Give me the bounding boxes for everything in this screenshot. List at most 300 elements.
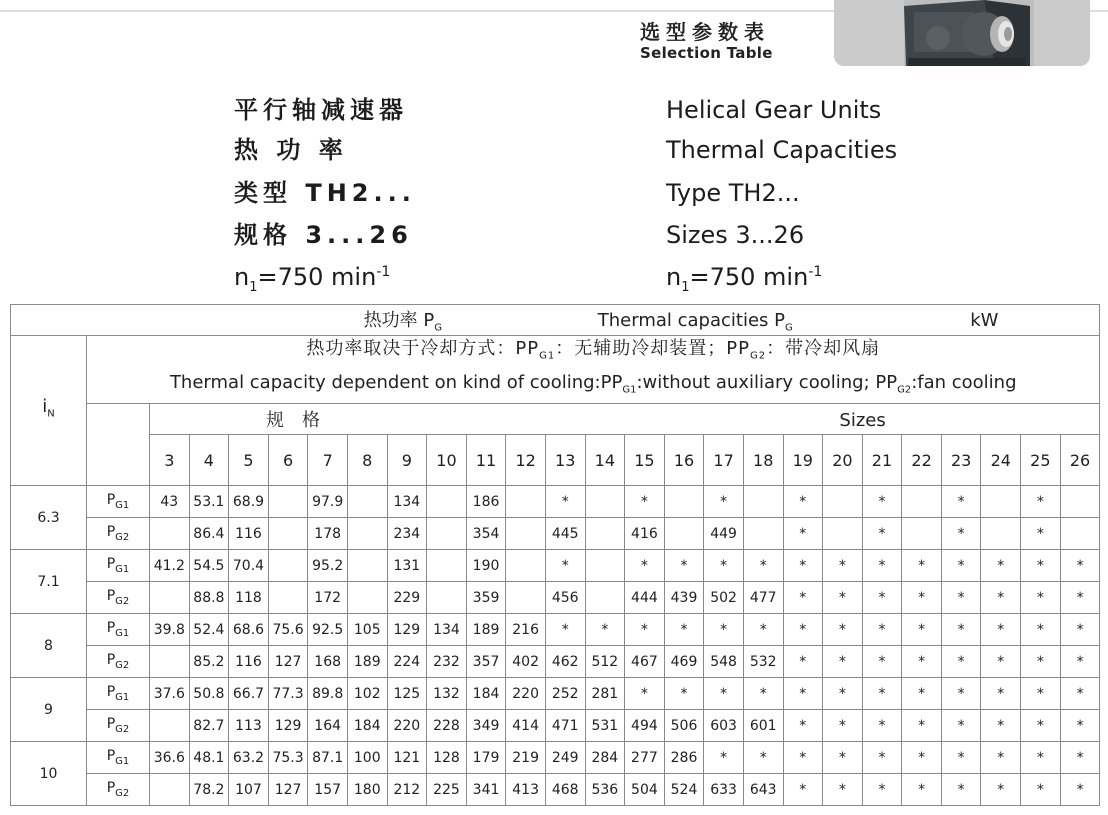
table-cell: 462 [545, 646, 585, 678]
table-cell [427, 518, 467, 550]
table-cell: 89.8 [308, 678, 348, 710]
table-cell: * [941, 518, 981, 550]
table-cell: * [823, 742, 863, 774]
table-cell: * [704, 742, 744, 774]
table-cell: 341 [466, 774, 506, 806]
size-header-7: 7 [308, 435, 348, 486]
table-cell: * [704, 678, 744, 710]
table-cell [427, 550, 467, 582]
table-cell: * [981, 582, 1021, 614]
table-cell: * [902, 582, 942, 614]
table-cell: 78.2 [189, 774, 229, 806]
table-cell: * [625, 678, 665, 710]
table-cell: 601 [743, 710, 783, 742]
ratio-cell: 6.3 [11, 486, 87, 550]
table-cell: 95.2 [308, 550, 348, 582]
table-cell [823, 486, 863, 518]
table-cell: 43 [150, 486, 190, 518]
table-cell: * [783, 774, 823, 806]
table-cell: 212 [387, 774, 427, 806]
size-header-14: 14 [585, 435, 625, 486]
table-cell: * [902, 710, 942, 742]
size-header-8: 8 [347, 435, 387, 486]
table-cell: 127 [268, 774, 308, 806]
table-cell: * [1021, 742, 1061, 774]
table-cell: 75.3 [268, 742, 308, 774]
speed-cn [234, 258, 390, 302]
table-cell: 39.8 [150, 614, 190, 646]
table-cell [506, 486, 546, 518]
table-cell: 277 [625, 742, 665, 774]
table-cell: * [902, 550, 942, 582]
table-cell [506, 518, 546, 550]
ratio-header: $i_N$ [11, 336, 87, 486]
size-header-23: 23 [941, 435, 981, 486]
table-title-row [11, 305, 1100, 336]
table-cell: 439 [664, 582, 704, 614]
table-row [11, 518, 1100, 550]
table-cell: * [823, 614, 863, 646]
table-cell: 220 [506, 678, 546, 710]
pg2-label: $P_{G2}$ [87, 582, 150, 614]
table-cell: 180 [347, 774, 387, 806]
table-cell: 504 [625, 774, 665, 806]
table-cell: * [783, 486, 823, 518]
pg1-label: $P_{G1}$ [87, 614, 150, 646]
table-cell: * [941, 486, 981, 518]
table-cell [347, 486, 387, 518]
table-cell [268, 582, 308, 614]
table-cell: 524 [664, 774, 704, 806]
table-cell [506, 582, 546, 614]
cooling-note-cn: 热功率取决于冷却方式：$PP_{G1}$：无辅助冷却装置；$PP_{G2}$：带冷却风扇 [306, 338, 881, 362]
size-header-24: 24 [981, 435, 1021, 486]
table-cell: * [625, 614, 665, 646]
table-cell: 468 [545, 774, 585, 806]
table-cell: 131 [387, 550, 427, 582]
table-cell: 252 [545, 678, 585, 710]
table-cell [150, 710, 190, 742]
pg2-label: $P_{G2}$ [87, 646, 150, 678]
size-header-12: 12 [506, 435, 546, 486]
table-cell: 532 [743, 646, 783, 678]
table-cell: * [783, 614, 823, 646]
table-cell: 219 [506, 742, 546, 774]
table-cell [743, 518, 783, 550]
table-title-cn: 热功率 $P_G$ [363, 310, 442, 334]
table-cell: 129 [387, 614, 427, 646]
selection-title-cn: 选型参数表 [640, 20, 770, 44]
size-header-21: 21 [862, 435, 902, 486]
table-cell: 414 [506, 710, 546, 742]
table-row [11, 582, 1100, 614]
table-cell: 506 [664, 710, 704, 742]
table-cell: * [902, 774, 942, 806]
table-cell: * [783, 646, 823, 678]
table-cell: 87.1 [308, 742, 348, 774]
table-cell: 88.8 [189, 582, 229, 614]
subtitle-en: Thermal Capacities [666, 136, 898, 164]
table-cell: * [1021, 582, 1061, 614]
size-header-26: 26 [1060, 435, 1100, 486]
table-cell: 179 [466, 742, 506, 774]
size-header-6: 6 [268, 435, 308, 486]
table-cell: * [941, 646, 981, 678]
size-header-11: 11 [466, 435, 506, 486]
table-cell: * [941, 582, 981, 614]
table-cell [743, 486, 783, 518]
size-header-9: 9 [387, 435, 427, 486]
speed-cn-sup: -1 [376, 264, 391, 280]
table-cell: 471 [545, 710, 585, 742]
table-cell: * [545, 614, 585, 646]
table-cell [902, 518, 942, 550]
table-cell: * [704, 550, 744, 582]
pg1-label: $P_{G1}$ [87, 742, 150, 774]
table-cell: * [783, 678, 823, 710]
type-en: Type TH2... [666, 179, 800, 207]
table-cell: * [1060, 646, 1100, 678]
table-cell: 359 [466, 582, 506, 614]
table-cell: * [1021, 614, 1061, 646]
size-header-13: 13 [545, 435, 585, 486]
table-cell: 113 [229, 710, 269, 742]
speed-en [666, 258, 822, 302]
table-cell: * [862, 518, 902, 550]
table-cell [1060, 486, 1100, 518]
table-cell: 134 [427, 614, 467, 646]
size-header-22: 22 [902, 435, 942, 486]
table-cell: 286 [664, 742, 704, 774]
speed-en-sup: -1 [808, 264, 823, 280]
table-cell: 134 [387, 486, 427, 518]
table-cell: * [981, 550, 1021, 582]
table-cell: * [783, 582, 823, 614]
table-cell [150, 518, 190, 550]
pg2-label: $P_{G2}$ [87, 774, 150, 806]
table-cell: * [902, 646, 942, 678]
size-header-25: 25 [1021, 435, 1061, 486]
table-cell [585, 486, 625, 518]
table-cell: * [941, 550, 981, 582]
table-cell [902, 486, 942, 518]
sizes-label-en: Sizes [839, 410, 886, 432]
table-cell [427, 582, 467, 614]
table-cell: * [823, 582, 863, 614]
table-cell: 50.8 [189, 678, 229, 710]
table-cell: * [1060, 678, 1100, 710]
table-cell: * [1021, 518, 1061, 550]
table-cell: * [743, 550, 783, 582]
table-row [11, 774, 1100, 806]
table-cell: 220 [387, 710, 427, 742]
table-cell: 41.2 [150, 550, 190, 582]
table-cell: 157 [308, 774, 348, 806]
table-cell: * [981, 710, 1021, 742]
table-cell: 82.7 [189, 710, 229, 742]
pg-header-blank [87, 404, 150, 486]
cooling-note-row [11, 336, 1100, 404]
table-cell: * [743, 742, 783, 774]
table-cell [823, 518, 863, 550]
table-cell: 54.5 [189, 550, 229, 582]
table-row [11, 678, 1100, 710]
table-cell: 97.9 [308, 486, 348, 518]
table-cell: 643 [743, 774, 783, 806]
table-cell [1060, 518, 1100, 550]
table-row [11, 742, 1100, 774]
table-title-cell [11, 305, 1100, 336]
table-cell [347, 582, 387, 614]
table-cell: 132 [427, 678, 467, 710]
table-cell: * [545, 486, 585, 518]
table-cell: 184 [466, 678, 506, 710]
table-cell: 100 [347, 742, 387, 774]
table-cell: * [902, 678, 942, 710]
table-cell: 70.4 [229, 550, 269, 582]
table-cell: 68.9 [229, 486, 269, 518]
table-cell: * [704, 614, 744, 646]
size-header-15: 15 [625, 435, 665, 486]
table-cell: * [902, 614, 942, 646]
table-cell: * [783, 550, 823, 582]
speed-en-value: =750 min [689, 263, 809, 291]
table-cell: 121 [387, 742, 427, 774]
table-cell: * [981, 774, 1021, 806]
ratio-cell: 7.1 [11, 550, 87, 614]
table-cell: * [1060, 614, 1100, 646]
table-cell: * [1021, 774, 1061, 806]
table-cell: * [862, 614, 902, 646]
selection-title-en: Selection Table [640, 44, 773, 62]
table-row [11, 550, 1100, 582]
table-cell: 354 [466, 518, 506, 550]
table-cell: 548 [704, 646, 744, 678]
table-cell: 216 [506, 614, 546, 646]
table-cell [347, 550, 387, 582]
size-header-10: 10 [427, 435, 467, 486]
table-cell: 48.1 [189, 742, 229, 774]
table-cell: * [941, 742, 981, 774]
table-cell: 36.6 [150, 742, 190, 774]
table-cell: 494 [625, 710, 665, 742]
table-cell [427, 486, 467, 518]
table-cell: * [823, 646, 863, 678]
table-cell: 86.4 [189, 518, 229, 550]
table-cell: * [902, 742, 942, 774]
table-cell: * [1060, 710, 1100, 742]
selection-table-title [640, 20, 810, 62]
table-cell: * [1021, 678, 1061, 710]
speed-cn-sub: 1 [249, 279, 258, 295]
table-cell: * [1060, 550, 1100, 582]
table-cell: 164 [308, 710, 348, 742]
table-cell: * [862, 486, 902, 518]
table-cell [150, 582, 190, 614]
table-cell: * [1021, 550, 1061, 582]
table-cell: 413 [506, 774, 546, 806]
table-cell: 603 [704, 710, 744, 742]
table-cell [664, 486, 704, 518]
sizes-header-row [11, 404, 1100, 435]
table-cell: 189 [347, 646, 387, 678]
subtitle-cn: 热 功 率 [234, 136, 348, 164]
gear-unit-photo-icon [834, 0, 1090, 66]
table-cell: 52.4 [189, 614, 229, 646]
table-row [11, 646, 1100, 678]
cooling-note [87, 336, 1100, 404]
table-cell: 184 [347, 710, 387, 742]
table-cell: 172 [308, 582, 348, 614]
table-cell [585, 518, 625, 550]
table-cell: * [862, 742, 902, 774]
table-row [11, 486, 1100, 518]
table-cell [664, 518, 704, 550]
table-cell [150, 774, 190, 806]
table-cell [506, 550, 546, 582]
table-cell: * [783, 518, 823, 550]
table-row [11, 710, 1100, 742]
table-cell: 53.1 [189, 486, 229, 518]
speed-cn-prefix: n [234, 263, 250, 291]
table-cell: * [941, 678, 981, 710]
table-cell: 445 [545, 518, 585, 550]
table-cell: 68.6 [229, 614, 269, 646]
speed-en-sub: 1 [681, 279, 690, 295]
table-cell: * [664, 678, 704, 710]
table-cell: * [862, 710, 902, 742]
table-cell: 92.5 [308, 614, 348, 646]
table-cell: * [625, 486, 665, 518]
table-cell: * [1060, 582, 1100, 614]
pg1-label: $P_{G1}$ [87, 550, 150, 582]
table-cell: * [823, 550, 863, 582]
table-cell: 186 [466, 486, 506, 518]
speed-cn-value: =750 min [257, 263, 377, 291]
table-cell: 105 [347, 614, 387, 646]
pg1-label: $P_{G1}$ [87, 486, 150, 518]
table-cell: 102 [347, 678, 387, 710]
table-cell [268, 550, 308, 582]
size-header-3: 3 [150, 435, 190, 486]
table-cell [981, 486, 1021, 518]
table-cell: 128 [427, 742, 467, 774]
pg1-label: $P_{G1}$ [87, 678, 150, 710]
table-cell: 284 [585, 742, 625, 774]
table-cell: 63.2 [229, 742, 269, 774]
table-cell: 467 [625, 646, 665, 678]
table-cell: * [941, 614, 981, 646]
table-cell: 189 [466, 614, 506, 646]
table-cell: * [981, 646, 1021, 678]
table-cell: 281 [585, 678, 625, 710]
table-cell: * [981, 678, 1021, 710]
speed-en-prefix: n [666, 263, 682, 291]
table-cell [268, 518, 308, 550]
table-cell: * [981, 742, 1021, 774]
size-header-18: 18 [743, 435, 783, 486]
table-cell: 229 [387, 582, 427, 614]
table-cell: * [743, 614, 783, 646]
table-cell: * [743, 678, 783, 710]
table-cell: 125 [387, 678, 427, 710]
sizes-en: Sizes 3...26 [666, 221, 805, 249]
table-cell: 129 [268, 710, 308, 742]
title-en: Helical Gear Units [666, 96, 882, 124]
table-cell: 232 [427, 646, 467, 678]
table-cell [585, 582, 625, 614]
size-header-16: 16 [664, 435, 704, 486]
table-cell: 85.2 [189, 646, 229, 678]
table-cell: 178 [308, 518, 348, 550]
sizes-label-cn: 规 格 [266, 410, 320, 432]
table-cell: 225 [427, 774, 467, 806]
table-cell: * [862, 550, 902, 582]
sizes-cn: 规格 3...26 [234, 221, 413, 249]
table-cell: 449 [704, 518, 744, 550]
pg2-label: $P_{G2}$ [87, 518, 150, 550]
table-cell: 633 [704, 774, 744, 806]
table-cell: 416 [625, 518, 665, 550]
sizes-header [150, 404, 1100, 435]
table-cell: * [1021, 486, 1061, 518]
table-cell: 66.7 [229, 678, 269, 710]
size-header-17: 17 [704, 435, 744, 486]
table-cell [268, 486, 308, 518]
cooling-note-en: Thermal capacity dependent on kind of $cooling:PP_{G1}:without$ auxiliary cooling; $PP_{G2}:fan$ cooling [169, 371, 1017, 396]
table-cell [981, 518, 1021, 550]
table-cell: 444 [625, 582, 665, 614]
table-cell: * [1060, 742, 1100, 774]
ratio-cell: 10 [11, 742, 87, 806]
size-header-19: 19 [783, 435, 823, 486]
table-cell: 224 [387, 646, 427, 678]
table-cell: * [1021, 710, 1061, 742]
table-cell: 118 [229, 582, 269, 614]
size-header-20: 20 [823, 435, 863, 486]
table-cell: * [941, 710, 981, 742]
table-cell: 77.3 [268, 678, 308, 710]
title-cn: 平行轴减速器 [234, 96, 408, 124]
table-cell: 75.6 [268, 614, 308, 646]
table-cell: * [783, 710, 823, 742]
table-cell: * [981, 614, 1021, 646]
size-numbers-row [11, 435, 1100, 486]
table-cell: * [545, 550, 585, 582]
ratio-cell: 9 [11, 678, 87, 742]
table-cell: 349 [466, 710, 506, 742]
table-cell: 168 [308, 646, 348, 678]
table-cell: 357 [466, 646, 506, 678]
table-cell: 477 [743, 582, 783, 614]
table-cell: 116 [229, 518, 269, 550]
table-cell: 536 [585, 774, 625, 806]
table-cell: 531 [585, 710, 625, 742]
table-cell: 116 [229, 646, 269, 678]
table-unit: kW [970, 310, 999, 332]
thermal-capacity-table [10, 304, 1100, 806]
table-cell [585, 550, 625, 582]
table-cell: 469 [664, 646, 704, 678]
table-cell: 228 [427, 710, 467, 742]
table-cell: 456 [545, 582, 585, 614]
table-cell: 37.6 [150, 678, 190, 710]
table-cell: * [585, 614, 625, 646]
table-cell: * [862, 678, 902, 710]
table-cell: 127 [268, 646, 308, 678]
table-cell [150, 646, 190, 678]
table-cell: * [664, 550, 704, 582]
